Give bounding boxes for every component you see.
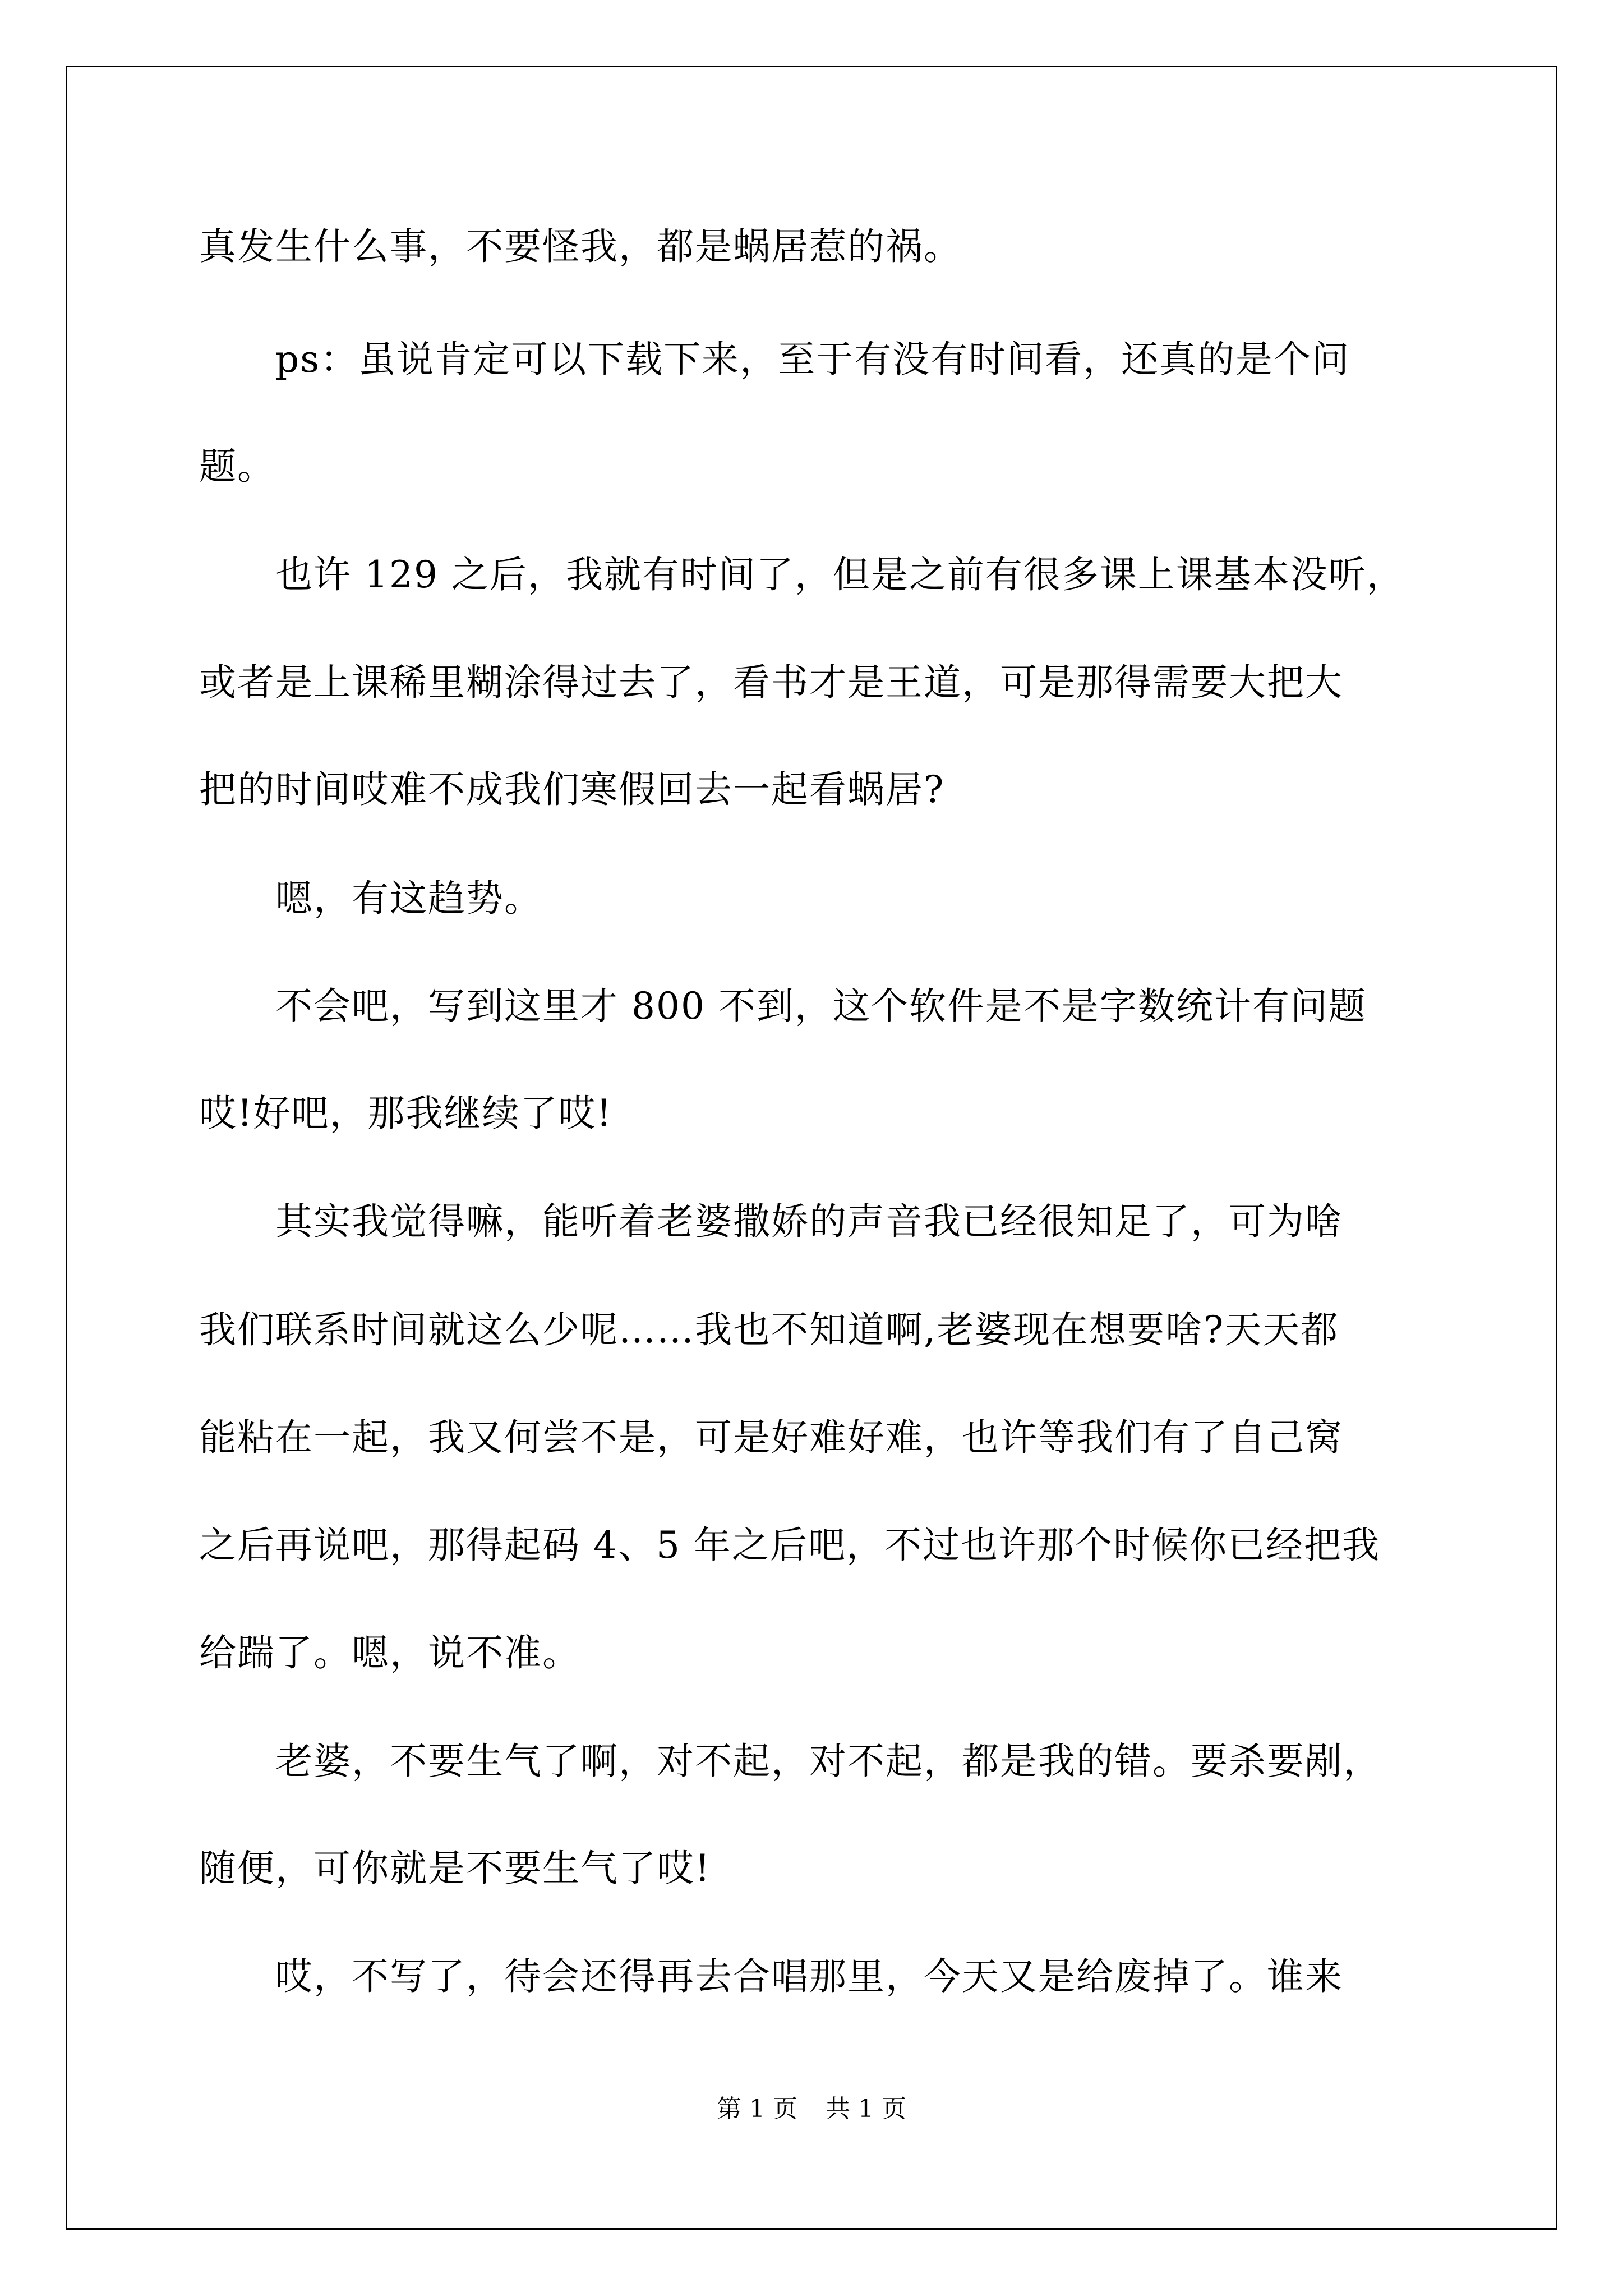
text-line: 真发生什么事，不要怪我，都是蜗居惹的祸。 xyxy=(199,225,962,268)
page-border xyxy=(66,66,1557,2230)
text-line: 或者是上课稀里糊涂得过去了，看书才是王道，可是那得需要大把大 xyxy=(199,661,1343,704)
text-line: 给踹了。嗯，说不准。 xyxy=(199,1631,580,1674)
text-line: 老婆，不要生气了啊，对不起，对不起，都是我的错。要杀要剐， xyxy=(199,1740,1381,1783)
text-line: 其实我觉得嘛，能听着老婆撒娇的声音我已经很知足了，可为啥 xyxy=(199,1200,1343,1243)
text-line: 把的时间哎难不成我们寒假回去一起看蜗居? xyxy=(199,768,945,811)
text-line: 不会吧，写到这里才 800 不到，这个软件是不是字数统计有问题 xyxy=(199,984,1367,1028)
text-line: 我们联系时间就这么少呢……我也不知道啊,老婆现在想要啥?天天都 xyxy=(199,1308,1339,1351)
text-line: ps：虽说肯定可以下载下来，至于有没有时间看，还真的是个问 xyxy=(199,338,1350,381)
text-line: 哎，不写了，待会还得再去合唱那里，今天又是给废掉了。谁来 xyxy=(199,1955,1343,1998)
page-number: 第 1 页 xyxy=(717,2095,797,2123)
page-footer xyxy=(0,2092,1623,2126)
text-line: 能粘在一起，我又何尝不是，可是好难好难，也许等我们有了自己窝 xyxy=(199,1416,1343,1459)
text-line: 哎!好吧，那我继续了哎! xyxy=(199,1092,613,1135)
text-line: 嗯，有这趋势。 xyxy=(199,877,542,920)
text-line: 题。 xyxy=(199,445,275,488)
page-total: 共 1 页 xyxy=(826,2095,906,2123)
text-line: 随便，可你就是不要生气了哎! xyxy=(199,1847,711,1890)
text-line: 也许 129 之后，我就有时间了，但是之前有很多课上课基本没听， xyxy=(199,553,1405,596)
text-line: 之后再说吧，那得起码 4、5 年之后吧，不过也许那个时候你已经把我 xyxy=(199,1524,1380,1567)
